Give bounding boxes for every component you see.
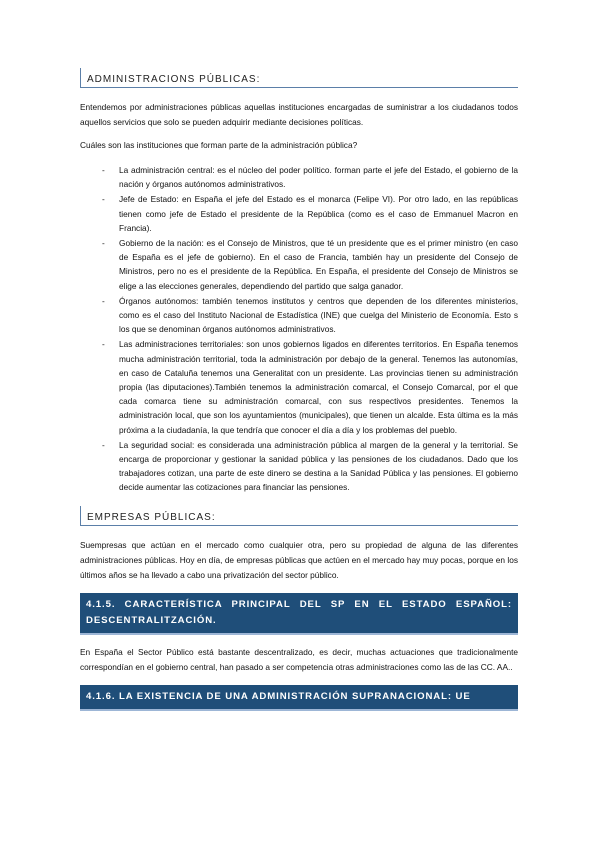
list-item: - Las administraciones territoriales: son unos gobiernos ligados en diferentes territorios. En España tenemos mucha administración territorial, toda la administración por debajo de la general. Tenemos las autonomías, en caso de Cataluña tenemos una Generalitat con un presidente. Las provincias tienen su administración propia (las diputaciones).También tenemos la administración comarcal, el Consejo Comarcal, por el que cada comarca tiene su administración comarcal, con sus respectivos presidentes. Tenemos la administración local, que son los ayuntamientos (municipales), que tienen un alcalde. Esta última es la más próxima a la ciudadanía, la que tendría que conocer el día a día y los problemas del pueblo.	[102, 339, 518, 435]
list-item: - Órganos autónomos: también tenemos institutos y centros que dependen de los diferentes ministerios, como es el caso del Instituto Nacional de Estadística (INE) que cuelga del Ministerio de Economía. Esto s los que se denominan órganos autónomos administrativos.	[102, 295, 518, 335]
section-heading-empresas: EMPRESAS PÚBLICAS:	[80, 506, 518, 526]
document-page	[80, 68, 518, 711]
question-paragraph: Cuáles son las instituciones que forman parte de la administración pública?	[80, 140, 358, 150]
descentralizacion-paragraph: En España el Sector Público está bastante descentralizado, es decir, muchas actuaciones que tradicionalmente correspondían en el gobierno central, han pasado a ser competencia otras administraciones como las de las CC. AA..	[80, 646, 518, 672]
section-heading-administraciones: ADMINISTRACIONS PÚBLICAS:	[80, 68, 518, 88]
list-item: - Gobierno de la nación: es el Consejo de Ministros, que té un presidente que es el primer ministro (en caso de España es el jefe de gobierno). En el caso de Francia, también hay un presidente del Consejo de Ministros, pero no es el presidente de la República. En España, el presidente del Consejo de Ministros se elige a las elecciones generales, dependiendo del partido que salga ganador.	[102, 238, 518, 291]
intro-paragraph: Entendemos por administraciones públicas aquellas instituciones encargadas de suministrar a los ciudadanos todos aquellos servicios que solo se pueden adquirir mediante decisiones políticas.	[80, 102, 518, 127]
institutions-list	[80, 163, 518, 495]
list-item: - La administración central: es el núcleo del poder político. forman parte el jefe del Estado, el gobierno de la nación y órganos autónomos administrativos.	[102, 165, 518, 190]
empresas-paragraph: Suempresas que actúan en el mercado como cualquier otra, pero su propiedad de alguna de las diferentes administraciones públicas. Hoy en día, de empresas públicas que actúen en el mercado hay muy pocas, porque en los últimos años se ha llevado a cabo una privatización del sector público.	[80, 539, 518, 580]
section-band-416: 4.1.6. LA EXISTENCIA DE UNA ADMINISTRACIÓN SUPRANACIONAL: UE	[80, 685, 518, 711]
section-band-415: 4.1.5. CARACTERÍSTICA PRINCIPAL DEL SP EN EL ESTADO ESPAÑOL: DESCENTRALITZACIÓN.	[80, 593, 518, 635]
list-item: - Jefe de Estado: en España el jefe del Estado es el monarca (Felipe VI). Por otro lado, en las repúblicas tienen como jefe de Estado el presidente de la República (como es el caso de Emmanuel Macron en Francia).	[102, 194, 518, 233]
list-item: - La seguridad social: es considerada una administración pública al margen de la general y la territorial. Se encarga de proporcionar y gestionar la sanidad pública y las pensiones de los ciudadanos. Dado que los trabajadores cotizan, una parte de este dinero se destina a la Sanidad Pública y las pensiones. El gobierno decide aumentar las cotizaciones para financiar las pensiones.	[102, 439, 518, 493]
